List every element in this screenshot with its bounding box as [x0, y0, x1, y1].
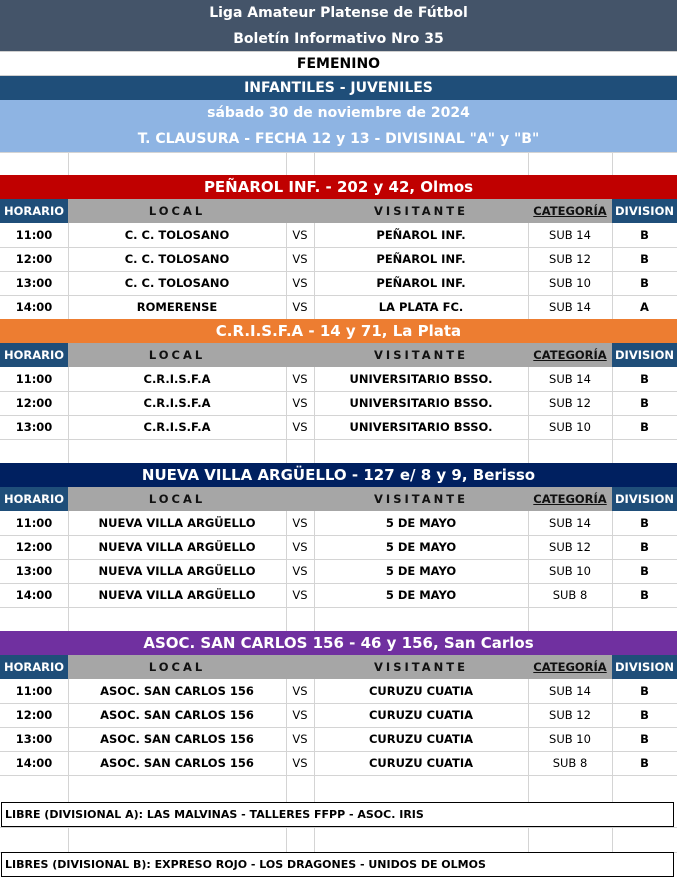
- match-date-label: sábado 30 de noviembre de 2024: [207, 105, 470, 121]
- venue-title-text: ASOC. SAN CARLOS 156 - 46 y 156, San Carlos: [143, 634, 534, 652]
- match-vs: VS: [292, 756, 308, 770]
- match-local-team: C. C. TOLOSANO: [124, 252, 230, 266]
- match-vs: VS: [292, 372, 308, 386]
- column-divider: [68, 367, 69, 463]
- column-divider: [314, 511, 315, 631]
- league-name: Liga Amateur Platense de Fútbol: [209, 5, 468, 21]
- header-vs-blank: [286, 343, 314, 367]
- match-category: SUB 10: [549, 420, 591, 434]
- match-category: SUB 14: [549, 516, 591, 530]
- match-local-team: NUEVA VILLA ARGÜELLO: [98, 516, 256, 530]
- header-horario-label: HORARIO: [3, 204, 65, 218]
- match-division: B: [640, 564, 649, 578]
- spacer-column-divider: [612, 827, 613, 852]
- match-visitor-team: 5 DE MAYO: [385, 516, 457, 530]
- venue-title: [0, 175, 677, 199]
- header-division-label: DIVISION: [615, 492, 674, 506]
- match-division: B: [640, 684, 649, 698]
- match-division: B: [640, 588, 649, 602]
- spacer-column-divider: [528, 152, 529, 175]
- header-division-label: DIVISION: [615, 348, 674, 362]
- match-division: B: [640, 228, 649, 242]
- bulletin-number: Boletín Informativo Nro 35: [233, 30, 444, 47]
- match-time: 13:00: [15, 420, 53, 434]
- header-horario: [0, 199, 68, 223]
- match-time: 14:00: [15, 300, 53, 314]
- match-local-team: NUEVA VILLA ARGÜELLO: [98, 540, 256, 554]
- match-category: SUB 12: [549, 396, 591, 410]
- match-vs: VS: [292, 300, 308, 314]
- match-local-team: C.R.I.S.F.A: [143, 420, 211, 434]
- match-visitor-team: UNIVERSITARIO BSSO.: [349, 372, 493, 386]
- match-category: SUB 14: [549, 684, 591, 698]
- libres-a-text: LIBRE (DIVISIONAL A): LAS MALVINAS - TALLERES FFPP - ASOC. IRIS: [5, 808, 424, 821]
- spacer-gridline: [0, 152, 677, 153]
- match-visitor-team: UNIVERSITARIO BSSO.: [349, 396, 493, 410]
- match-vs: VS: [292, 396, 308, 410]
- match-visitor-team: 5 DE MAYO: [385, 564, 457, 578]
- spacer-column-divider: [314, 827, 315, 852]
- match-local-team: ASOC. SAN CARLOS 156: [100, 732, 254, 746]
- column-divider: [612, 367, 613, 463]
- header-local: [68, 487, 286, 511]
- header-visitante-label: VISITANTE: [374, 660, 468, 674]
- match-visitor-team: 5 DE MAYO: [385, 588, 457, 602]
- match-division: B: [640, 252, 649, 266]
- match-category: SUB 10: [549, 276, 591, 290]
- gender-category: [0, 51, 677, 76]
- match-time: 13:00: [15, 276, 53, 290]
- venue-title: [0, 319, 677, 343]
- header-local-label: LOCAL: [148, 204, 206, 218]
- header-categoria-label: CATEGORÍA: [533, 204, 607, 218]
- header-vs-blank: [286, 655, 314, 679]
- spacer-column-divider: [286, 152, 287, 175]
- spacer-column-divider: [314, 152, 315, 175]
- header-vs-blank: [286, 487, 314, 511]
- match-time: 11:00: [15, 372, 53, 386]
- match-time: 13:00: [15, 732, 53, 746]
- match-category: SUB 8: [552, 588, 588, 602]
- match-date: [0, 100, 677, 126]
- header-horario-label: HORARIO: [3, 348, 65, 362]
- column-divider: [286, 367, 287, 463]
- header-categoria: [528, 343, 612, 367]
- header-visitante: [314, 655, 528, 679]
- column-divider: [528, 367, 529, 463]
- spacer-gridline: [0, 827, 677, 828]
- header-visitante-label: VISITANTE: [374, 204, 468, 218]
- match-category: SUB 10: [549, 564, 591, 578]
- header-local-label: LOCAL: [148, 660, 206, 674]
- match-local-team: ROMERENSE: [136, 300, 218, 314]
- row-divider: [0, 439, 677, 440]
- spacer-column-divider: [286, 827, 287, 852]
- spacer-column-divider: [68, 152, 69, 175]
- match-time: 14:00: [15, 756, 53, 770]
- match-category: SUB 8: [552, 756, 588, 770]
- libres-divisional-a: [1, 802, 674, 827]
- venue-title: [0, 463, 677, 487]
- match-division: B: [640, 732, 649, 746]
- tournament-round: [0, 126, 677, 152]
- match-local-team: NUEVA VILLA ARGÜELLO: [98, 564, 256, 578]
- match-visitor-team: CURUZU CUATIA: [368, 684, 474, 698]
- libres-b-text: LIBRES (DIVISIONAL B): EXPRESO ROJO - LOS DRAGONES - UNIDOS DE OLMOS: [5, 858, 486, 871]
- column-divider: [286, 511, 287, 631]
- match-local-team: C.R.I.S.F.A: [143, 396, 211, 410]
- match-division: B: [640, 372, 649, 386]
- match-vs: VS: [292, 684, 308, 698]
- header-categoria: [528, 655, 612, 679]
- match-local-team: C. C. TOLOSANO: [124, 228, 230, 242]
- match-time: 12:00: [15, 252, 53, 266]
- header-visitante: [314, 343, 528, 367]
- match-division: B: [640, 396, 649, 410]
- match-time: 11:00: [15, 228, 53, 242]
- venue-title: [0, 631, 677, 655]
- match-visitor-team: CURUZU CUATIA: [368, 732, 474, 746]
- column-divider: [314, 367, 315, 463]
- match-category: SUB 14: [549, 228, 591, 242]
- header-visitante-label: VISITANTE: [374, 348, 468, 362]
- match-visitor-team: PEÑAROL INF.: [376, 252, 466, 266]
- spacer-column-divider: [314, 776, 315, 802]
- venue-title-text: PEÑAROL INF. - 202 y 42, Olmos: [203, 178, 474, 196]
- venue-title-text: NUEVA VILLA ARGÜELLO - 127 e/ 8 y 9, Berisso: [141, 466, 536, 484]
- match-vs: VS: [292, 252, 308, 266]
- spacer-column-divider: [528, 827, 529, 852]
- header-local: [68, 655, 286, 679]
- libres-divisional-b: [1, 852, 674, 877]
- match-local-team: C.R.I.S.F.A: [143, 372, 211, 386]
- match-visitor-team: PEÑAROL INF.: [376, 276, 466, 290]
- match-local-team: ASOC. SAN CARLOS 156: [100, 684, 254, 698]
- match-division: B: [640, 708, 649, 722]
- match-visitor-team: LA PLATA FC.: [378, 300, 464, 314]
- match-vs: VS: [292, 516, 308, 530]
- header-horario: [0, 655, 68, 679]
- bulletin-title: [0, 26, 677, 51]
- header-categoria: [528, 487, 612, 511]
- match-visitor-team: CURUZU CUATIA: [368, 756, 474, 770]
- age-divisions-label: INFANTILES - JUVENILES: [244, 80, 433, 96]
- column-divider: [68, 511, 69, 631]
- column-divider: [612, 511, 613, 631]
- header-categoria-label: CATEGORÍA: [533, 492, 607, 506]
- header-horario: [0, 487, 68, 511]
- header-horario: [0, 343, 68, 367]
- header-division-label: DIVISION: [615, 204, 674, 218]
- match-local-team: ASOC. SAN CARLOS 156: [100, 756, 254, 770]
- header-categoria-label: CATEGORÍA: [533, 348, 607, 362]
- match-time: 12:00: [15, 396, 53, 410]
- match-division: B: [640, 420, 649, 434]
- match-category: SUB 14: [549, 300, 591, 314]
- match-visitor-team: 5 DE MAYO: [385, 540, 457, 554]
- match-local-team: NUEVA VILLA ARGÜELLO: [98, 588, 256, 602]
- header-local-label: LOCAL: [148, 492, 206, 506]
- match-division: B: [640, 276, 649, 290]
- match-vs: VS: [292, 564, 308, 578]
- spacer-column-divider: [286, 776, 287, 802]
- match-vs: VS: [292, 540, 308, 554]
- match-category: SUB 10: [549, 732, 591, 746]
- match-category: SUB 12: [549, 708, 591, 722]
- match-time: 12:00: [15, 708, 53, 722]
- match-division: B: [640, 756, 649, 770]
- match-division: B: [640, 540, 649, 554]
- header-division-label: DIVISION: [615, 660, 674, 674]
- match-vs: VS: [292, 276, 308, 290]
- match-vs: VS: [292, 228, 308, 242]
- match-local-team: C. C. TOLOSANO: [124, 276, 230, 290]
- match-visitor-team: PEÑAROL INF.: [376, 228, 466, 242]
- spacer-column-divider: [612, 776, 613, 802]
- match-time: 11:00: [15, 684, 53, 698]
- league-title: [0, 0, 677, 26]
- header-visitante: [314, 487, 528, 511]
- match-vs: VS: [292, 732, 308, 746]
- column-divider: [528, 511, 529, 631]
- match-category: SUB 12: [549, 540, 591, 554]
- header-division: [612, 199, 677, 223]
- match-division: A: [640, 300, 649, 314]
- match-category: SUB 14: [549, 372, 591, 386]
- header-categoria-label: CATEGORÍA: [533, 660, 607, 674]
- row-divider: [0, 775, 677, 776]
- header-local: [68, 199, 286, 223]
- match-division: B: [640, 516, 649, 530]
- match-visitor-team: CURUZU CUATIA: [368, 708, 474, 722]
- age-divisions: [0, 76, 677, 100]
- header-local-label: LOCAL: [148, 348, 206, 362]
- match-visitor-team: UNIVERSITARIO BSSO.: [349, 420, 493, 434]
- header-visitante-label: VISITANTE: [374, 492, 468, 506]
- header-division: [612, 655, 677, 679]
- spacer-column-divider: [528, 776, 529, 802]
- header-division: [612, 487, 677, 511]
- venue-title-text: C.R.I.S.F.A - 14 y 71, La Plata: [215, 322, 462, 340]
- spacer-column-divider: [68, 776, 69, 802]
- match-time: 13:00: [15, 564, 53, 578]
- header-horario-label: HORARIO: [3, 492, 65, 506]
- match-vs: VS: [292, 708, 308, 722]
- header-vs-blank: [286, 199, 314, 223]
- row-divider: [0, 607, 677, 608]
- header-visitante: [314, 199, 528, 223]
- tournament-round-label: T. CLAUSURA - FECHA 12 y 13 - DIVISINAL "A" y "B": [137, 131, 540, 147]
- match-time: 12:00: [15, 540, 53, 554]
- header-horario-label: HORARIO: [3, 660, 65, 674]
- match-category: SUB 12: [549, 252, 591, 266]
- spacer-column-divider: [68, 827, 69, 852]
- header-categoria: [528, 199, 612, 223]
- match-vs: VS: [292, 588, 308, 602]
- header-local: [68, 343, 286, 367]
- match-time: 14:00: [15, 588, 53, 602]
- match-vs: VS: [292, 420, 308, 434]
- match-local-team: ASOC. SAN CARLOS 156: [100, 708, 254, 722]
- spacer-column-divider: [612, 152, 613, 175]
- gender-label: FEMENINO: [296, 55, 381, 72]
- header-division: [612, 343, 677, 367]
- match-time: 11:00: [15, 516, 53, 530]
